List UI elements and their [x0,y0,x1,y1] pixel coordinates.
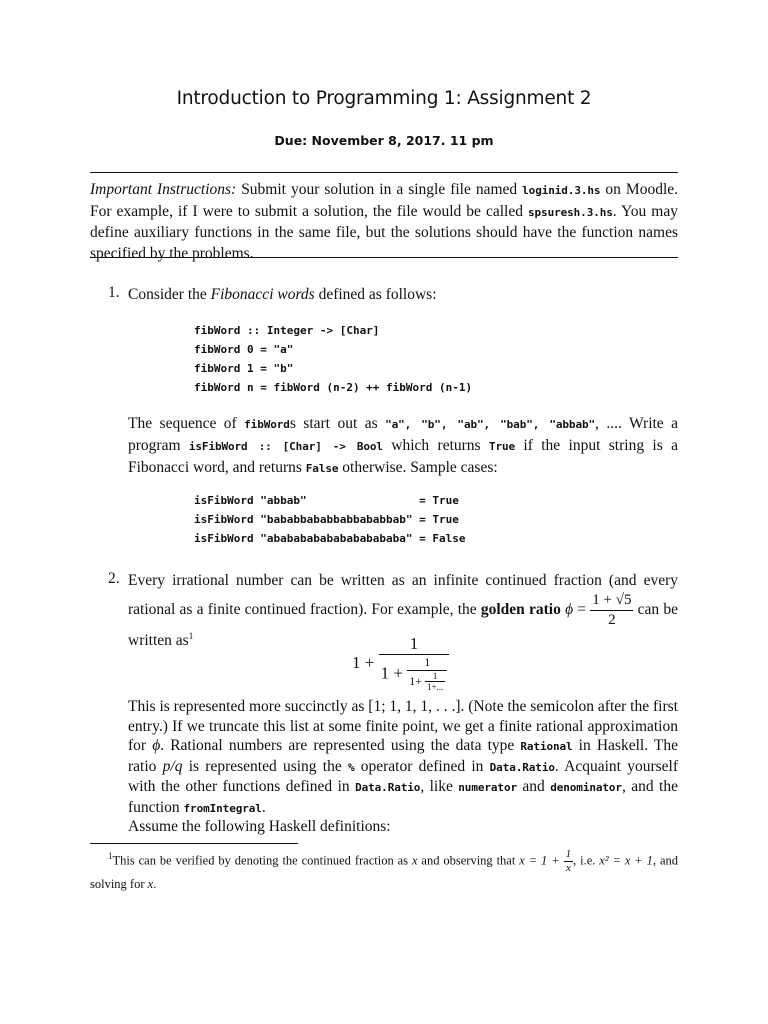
sample-cases-code [194,491,466,548]
fibword-definition-code [194,321,472,397]
filename-template: loginid.3.hs [522,184,601,197]
footnote: $^1$This can be verified by denoting the continued fraction as x and observing that x = 1 + $\frac{1}{x}$ , i.e. x² = x + 1, and solving for x. [90,848,678,891]
continued-fraction: 1 + 1 1 + 1 1+ $\frac{1}{1+...}$ [352,634,449,692]
problem-1-description: The sequence of fibWords start out as "a", "b", "ab", "bab", "abbab", .... Write a program isFibWord :: [Char] -> Bool which returns True if the input string is a Fibonacci word, and returns False otherwise. Sample cases: [128,415,679,476]
golden-ratio-fraction: $\frac{1 + √5}{2}$ [592,592,632,628]
page-title: Introduction to Programming 1: Assignment 2 [176,88,592,109]
instructions-bottom-rule [90,257,678,258]
filename-example: spsuresh.3.hs [528,205,613,219]
problem-2-definitions-lead: Assume the following Haskell definitions: [128,818,391,835]
code-line: isFibWord "abbab" = True [194,494,459,507]
instructions-box: Important Instructions: Submit your solution in a single file named loginid.3.hs on Moodle. For example, if I were to submit a solution, the file would be called spsuresh.3.hs. You may define auxiliary functions in the same file, but the solutions should have the function names specified by the problems. [90,181,678,262]
phi-symbol: ϕ [565,601,574,619]
problem-2-body: This is represented more succinctly as [1; 1, 1, 1, . . .]. (Note the semicolon after the first entry.) If we truncate this list at some finite point, we get a finite rational approximation for ϕ. Rational numbers are represented using the data type Rational in Haskell. The ratio p/q is represented using the % operator defined in Data.Ratio. Acquaint yourself with the other functions defined in Data.Ratio, like numerator and denominator, and the function fromIntegral. [128,698,678,816]
code-line: fibWord 0 = "a" [194,343,294,356]
problem-2-number: 2. [108,570,120,587]
footnote-rule [90,843,298,844]
problem-1-intro: Consider the Fibonacci words defined as follows: [128,286,437,303]
footnote-marker: 1 [188,630,194,641]
instructions-top-rule [90,172,678,173]
code-line: isFibWord "bababbababbabbababbab" = True [194,513,459,526]
problem-1-number: 1. [108,284,120,301]
code-line: isFibWord "ababababababababababa" = False [194,532,466,545]
problem-2-intro: Every irrational number can be written as an infinite continued fraction (and every rational as a finite continued fraction). For example, the golden ratio ϕ = $\frac{1 + √5}{2}$ can be written $as^1$ [128,572,678,649]
due-date: Due: November 8, 2017. 11 pm [274,133,494,148]
code-line: fibWord :: Integer -> [Char] [194,324,380,337]
instructions-lead: Important Instructions: [90,181,237,198]
code-line: fibWord 1 = "b" [194,362,294,375]
code-line: fibWord n = fibWord (n-2) ++ fibWord (n-1) [194,381,473,394]
